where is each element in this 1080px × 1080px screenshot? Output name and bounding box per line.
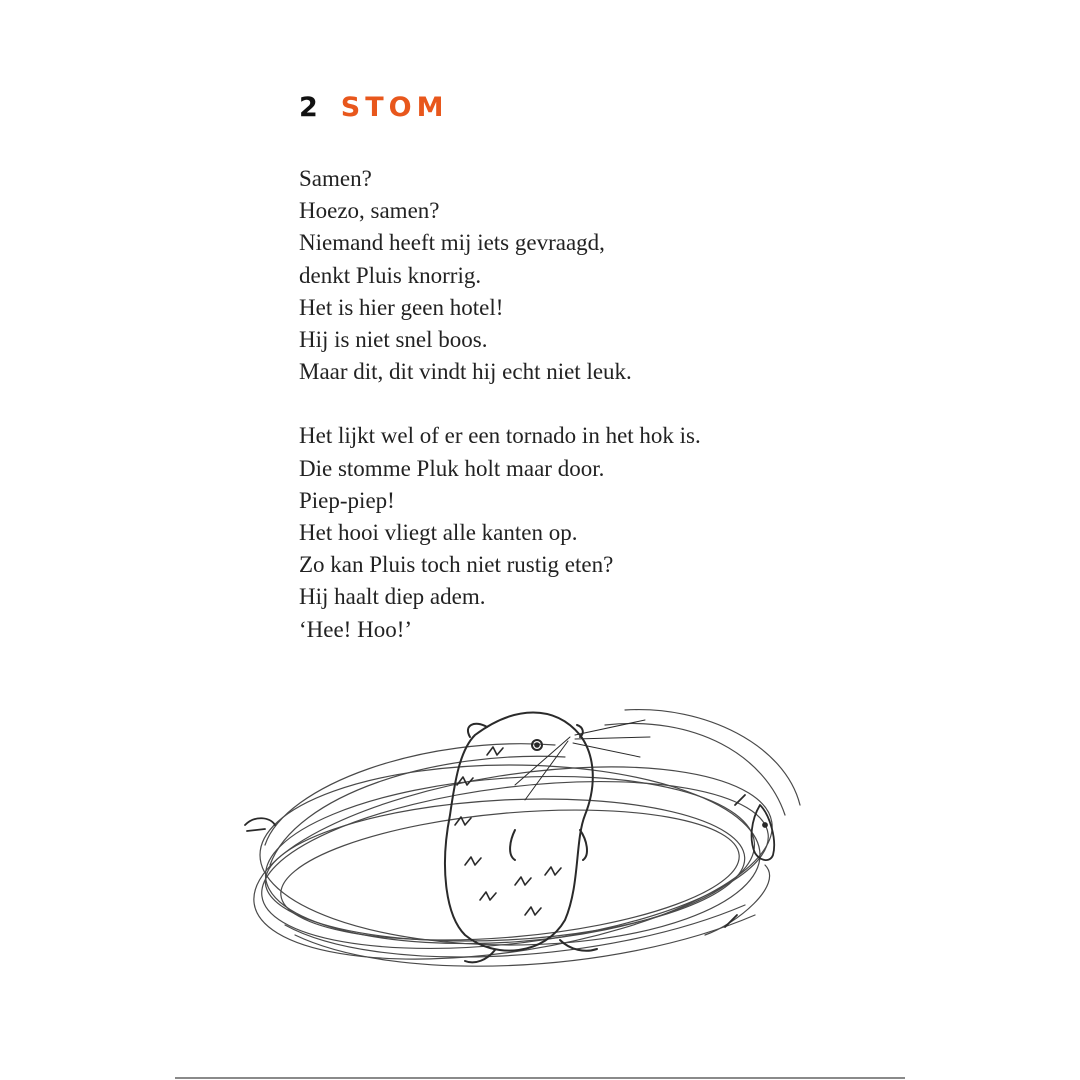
text-line: Het hooi vliegt alle kanten op. — [299, 520, 578, 546]
chapter-title: STOM — [340, 92, 449, 123]
page-bottom-rule — [175, 1077, 905, 1079]
paragraph-1 — [299, 163, 701, 388]
text-line: Het is hier geen hotel! — [299, 294, 504, 320]
text-line: Die stomme Pluk holt maar door. — [299, 455, 605, 481]
story-text — [299, 163, 701, 646]
text-line: Hoezo, samen? — [299, 198, 440, 224]
chapter-number: 2 — [299, 92, 321, 123]
hamster-illustration — [225, 665, 825, 995]
text-line: denkt Pluis knorrig. — [299, 262, 482, 288]
text-line: ‘Hee! Hoo!’ — [299, 616, 413, 642]
text-line: Piep-piep! — [299, 487, 395, 513]
text-line: Niemand heeft mij iets gevraagd, — [299, 230, 605, 256]
text-line: Hij haalt diep adem. — [299, 584, 486, 610]
text-line: Maar dit, dit vindt hij echt niet leuk. — [299, 359, 632, 385]
text-line: Zo kan Pluis toch niet rustig eten? — [299, 552, 614, 578]
text-line: Hij is niet snel boos. — [299, 327, 488, 353]
chapter-heading — [299, 92, 448, 123]
paragraph-2 — [299, 420, 701, 645]
text-line: Het lijkt wel of er een tornado in het hok is. — [299, 423, 701, 449]
hay-swirl — [240, 710, 800, 991]
text-line: Samen? — [299, 166, 372, 191]
